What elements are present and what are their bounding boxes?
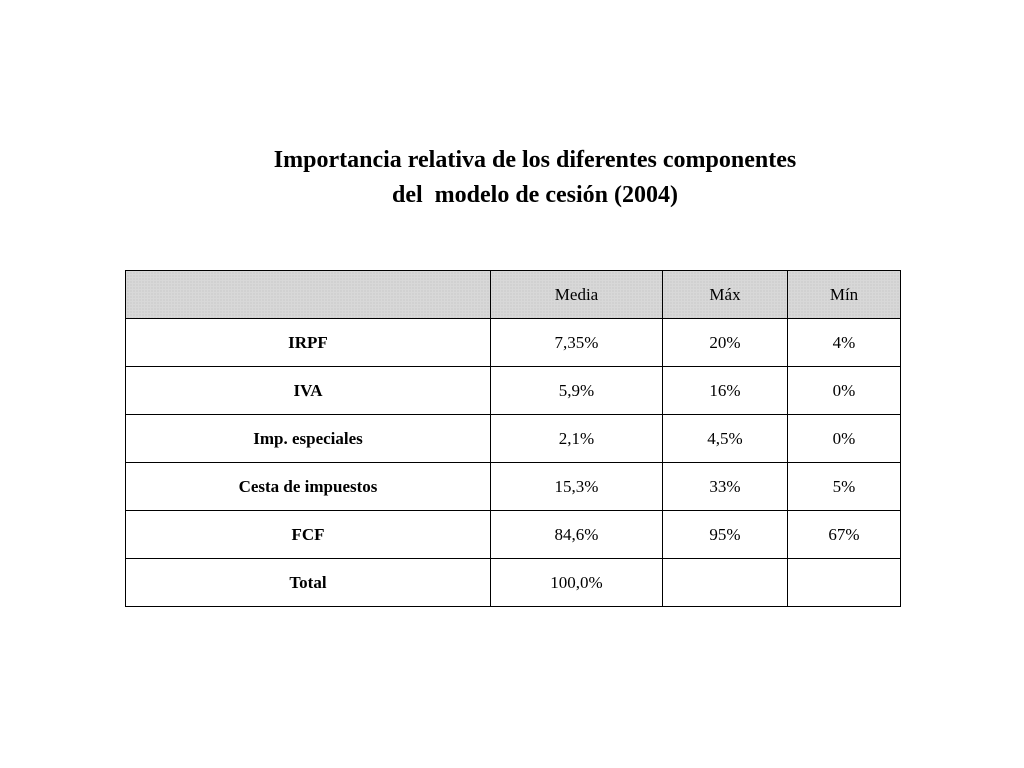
header-cell-max: Máx — [663, 271, 788, 319]
table-row — [126, 367, 901, 415]
table-header — [126, 271, 901, 319]
row-label: Cesta de impuestos — [126, 463, 491, 511]
cell-media: 15,3% — [491, 463, 663, 511]
header-row — [126, 271, 901, 319]
cell-media: 5,9% — [491, 367, 663, 415]
cell-min: 5% — [788, 463, 901, 511]
title-line-1: Importancia relativa de los diferentes componentes — [273, 147, 797, 173]
cell-media: 100,0% — [491, 559, 663, 607]
cell-media: 2,1% — [491, 415, 663, 463]
data-table — [125, 270, 901, 607]
cell-media: 7,35% — [491, 319, 663, 367]
row-label: IVA — [126, 367, 491, 415]
page-title — [0, 143, 1024, 213]
cell-max: 16% — [663, 367, 788, 415]
cell-min: 0% — [788, 367, 901, 415]
cell-max: 4,5% — [663, 415, 788, 463]
cell-max — [663, 559, 788, 607]
row-label: Total — [126, 559, 491, 607]
cell-min: 0% — [788, 415, 901, 463]
row-label: FCF — [126, 511, 491, 559]
table-row — [126, 511, 901, 559]
header-cell-media: Media — [491, 271, 663, 319]
cell-max: 20% — [663, 319, 788, 367]
cell-min — [788, 559, 901, 607]
table-row — [126, 415, 901, 463]
table-row — [126, 319, 901, 367]
row-label: Imp. especiales — [126, 415, 491, 463]
title-line-2: del modelo de cesión (2004) — [392, 182, 678, 208]
header-cell-empty — [126, 271, 491, 319]
cell-min: 4% — [788, 319, 901, 367]
table-row — [126, 559, 901, 607]
cell-max: 33% — [663, 463, 788, 511]
header-cell-min: Mín — [788, 271, 901, 319]
row-label: IRPF — [126, 319, 491, 367]
cell-media: 84,6% — [491, 511, 663, 559]
cell-max: 95% — [663, 511, 788, 559]
table-row — [126, 463, 901, 511]
cell-min: 67% — [788, 511, 901, 559]
table-body — [126, 319, 901, 607]
